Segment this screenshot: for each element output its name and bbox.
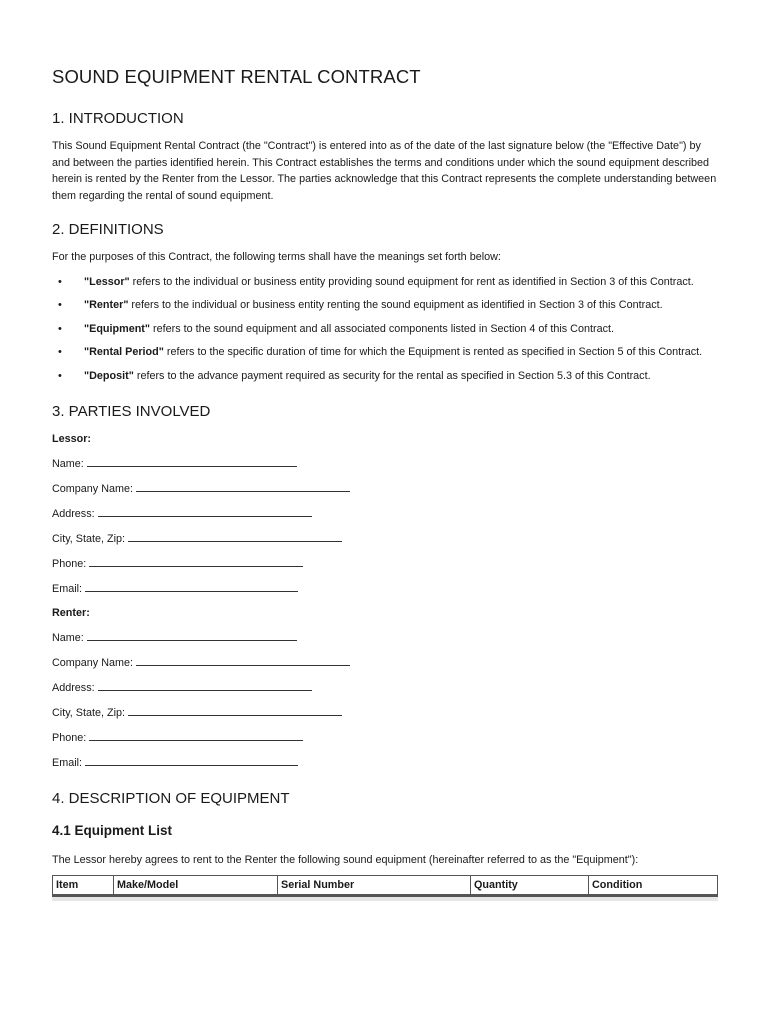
lessor-company-field[interactable] <box>52 480 718 497</box>
column-header-serial-number: Serial Number <box>278 875 471 895</box>
equipment-list-subheading: 4.1 Equipment List <box>52 823 173 838</box>
blank-line[interactable] <box>87 455 297 467</box>
lessor-city-state-zip-field[interactable] <box>52 530 718 547</box>
blank-line[interactable] <box>89 729 303 741</box>
definition-text: refers to the individual or business entity renting the sound equipment as identified in Section 3 of this Contract. <box>128 299 663 311</box>
blank-line[interactable] <box>128 704 342 716</box>
field-label: Company Name: <box>52 483 134 495</box>
blank-line[interactable] <box>128 530 342 542</box>
definition-text: refers to the specific duration of time for which the Equipment is rented as specified in Section 5 of this Contract. <box>163 346 703 358</box>
definition-term: "Deposit" <box>84 369 134 382</box>
definitions-heading: 2. DEFINITIONS <box>52 221 164 238</box>
equipment-table <box>52 875 718 897</box>
definition-item-renter <box>52 297 718 314</box>
introduction-body: This Sound Equipment Rental Contract (the "Contract") is entered into as of the date of the last signature below (the "Effective Date") by and between the parties identified herein. This Contract establishes the terms and conditions under which the sound equipment described herein is rented by the Renter from the Lessor. The parties acknowledge that this Contract represents the complete understanding between them regarding the rental of sound equipment. <box>52 140 717 202</box>
field-label: Name: <box>52 632 84 644</box>
definition-item-lessor <box>52 274 718 291</box>
table-header-row <box>53 875 718 895</box>
definition-term: "Rental Period" <box>84 346 164 358</box>
blank-line[interactable] <box>98 679 312 691</box>
renter-address-field[interactable] <box>52 679 718 696</box>
table-divider <box>52 897 718 901</box>
equipment-heading: 4. DESCRIPTION OF EQUIPMENT <box>52 790 290 807</box>
definition-text: refers to the advance payment required as security for the rental as specified in Section 5.3 of this Contract. <box>133 369 651 382</box>
field-label: Name: <box>52 458 84 470</box>
renter-label: Renter: <box>52 607 90 619</box>
definition-term: "Equipment" <box>84 322 151 335</box>
bullet-icon: • <box>58 322 62 335</box>
definition-item-equipment <box>52 321 718 338</box>
field-label: Phone: <box>52 732 87 744</box>
contract-page <box>52 66 718 901</box>
field-label: Address: <box>52 682 95 694</box>
renter-phone-field[interactable] <box>52 729 718 746</box>
lessor-name-field[interactable] <box>52 455 718 472</box>
column-header-item: Item <box>53 875 114 895</box>
definition-term: "Renter" <box>84 299 129 311</box>
parties-heading: 3. PARTIES INVOLVED <box>52 403 211 420</box>
field-label: Email: <box>52 583 82 595</box>
definitions-section <box>52 221 718 384</box>
field-label: Email: <box>52 757 82 769</box>
field-label: City, State, Zip: <box>52 707 126 719</box>
lessor-phone-field[interactable] <box>52 555 718 572</box>
introduction-heading: 1. INTRODUCTION <box>52 110 184 127</box>
bullet-icon: • <box>58 346 62 358</box>
blank-line[interactable] <box>85 580 298 592</box>
lessor-label: Lessor: <box>52 433 92 445</box>
field-label: City, State, Zip: <box>52 533 126 545</box>
definition-text: refers to the individual or business entity providing sound equipment for rent as identified in Section 3 of this Contract. <box>129 275 694 288</box>
equipment-section <box>52 790 718 901</box>
definitions-lead: For the purposes of this Contract, the following terms shall have the meanings set forth below: <box>52 251 501 263</box>
parties-section <box>52 403 718 771</box>
blank-line[interactable] <box>87 629 297 641</box>
column-header-condition: Condition <box>589 875 718 895</box>
field-label: Phone: <box>52 558 87 570</box>
blank-line[interactable] <box>85 754 298 766</box>
blank-line[interactable] <box>89 555 303 567</box>
column-header-quantity: Quantity <box>471 875 589 895</box>
renter-name-field[interactable] <box>52 629 718 646</box>
definition-item-rental-period <box>52 344 718 361</box>
column-header-make-model: Make/Model <box>114 875 278 895</box>
field-label: Company Name: <box>52 657 134 669</box>
renter-company-field[interactable] <box>52 654 718 671</box>
definitions-list <box>52 274 718 385</box>
blank-line[interactable] <box>98 505 312 517</box>
definition-item-deposit <box>52 368 718 385</box>
renter-city-state-zip-field[interactable] <box>52 704 718 721</box>
equipment-lead: The Lessor hereby agrees to rent to the Renter the following sound equipment (hereinafter referred to as the "Equipment"): <box>52 854 639 866</box>
definition-text: refers to the sound equipment and all associated components listed in Section 4 of this Contract. <box>150 322 614 335</box>
bullet-icon: • <box>58 275 62 288</box>
blank-line[interactable] <box>136 480 350 492</box>
field-label: Address: <box>52 508 95 520</box>
lessor-address-field[interactable] <box>52 505 718 522</box>
bullet-icon: • <box>58 369 62 382</box>
document-title: SOUND EQUIPMENT RENTAL CONTRACT <box>52 66 421 87</box>
definition-term: "Lessor" <box>84 275 130 288</box>
bullet-icon: • <box>58 299 62 311</box>
renter-email-field[interactable] <box>52 754 718 771</box>
blank-line[interactable] <box>136 654 350 666</box>
lessor-email-field[interactable] <box>52 580 718 597</box>
introduction-section <box>52 110 718 204</box>
